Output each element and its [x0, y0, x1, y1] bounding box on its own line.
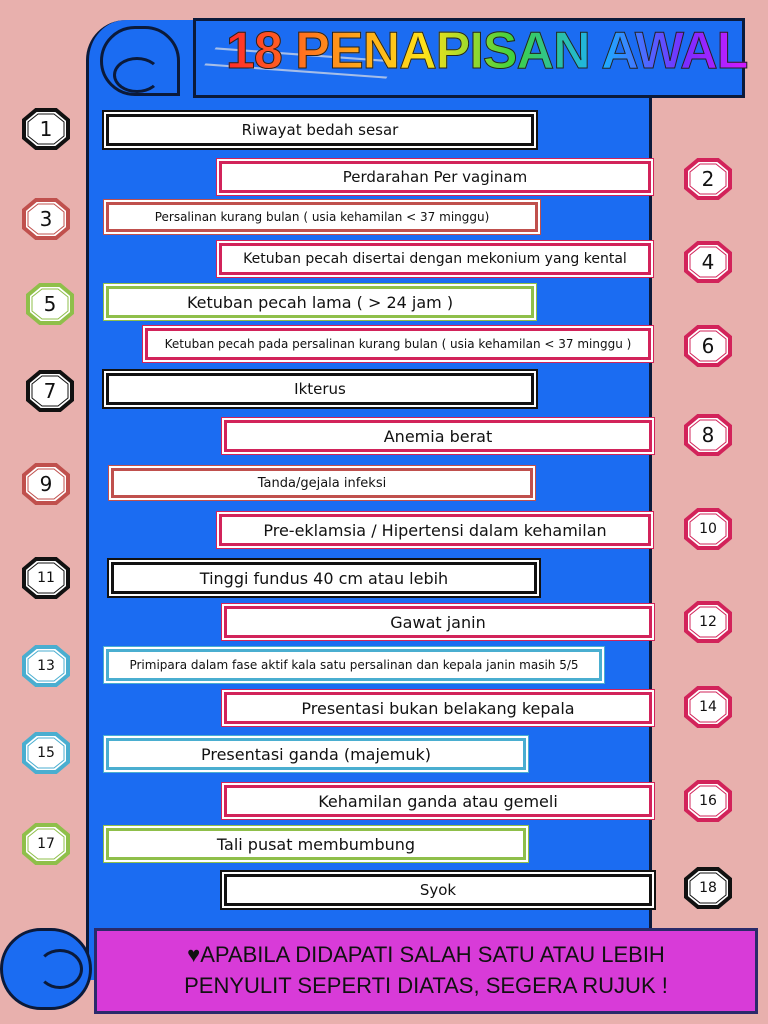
- number-badge-label: 4: [701, 250, 715, 274]
- number-badge-label: 9: [39, 472, 53, 496]
- screening-item-2: [219, 161, 651, 193]
- screening-item-label: Riwayat bedah sesar: [241, 121, 399, 139]
- screening-item-13: [106, 649, 602, 681]
- screening-item-label: Ketuban pecah disertai dengan mekonium yang kental: [243, 251, 627, 267]
- number-badge-3: [22, 198, 70, 240]
- number-badge-label: 3: [39, 207, 53, 231]
- screening-item-label: Tanda/gejala infeksi: [257, 475, 387, 491]
- screening-item-11: [111, 562, 537, 594]
- number-badge-11: [22, 557, 70, 599]
- screening-item-7: [106, 373, 534, 405]
- screening-item-label: Presentasi bukan belakang kepala: [301, 698, 575, 718]
- number-badge-label: 11: [37, 570, 55, 586]
- number-badge-4: [684, 241, 732, 283]
- screening-item-3: [106, 202, 538, 232]
- number-badge-6: [684, 325, 732, 367]
- number-badge-17: [22, 823, 70, 865]
- screening-item-9: [111, 468, 533, 498]
- number-badge-label: 1: [39, 117, 53, 141]
- screening-item-14: [224, 692, 652, 724]
- screening-item-label: Presentasi ganda (majemuk): [200, 744, 431, 764]
- number-badge-label: 15: [37, 745, 55, 761]
- number-badge-14: [684, 686, 732, 728]
- screening-item-1: [106, 114, 534, 146]
- footer-line-1: ♥APABILA DIDAPATI SALAH SATU ATAU LEBIH: [187, 942, 665, 968]
- screening-item-label: Tali pusat membumbung: [216, 834, 416, 854]
- screening-item-label: Ketuban pecah pada persalinan kurang bulan ( usia kehamilan < 37 minggu ): [164, 337, 632, 351]
- footer-line-2: PENYULIT SEPERTI DIATAS, SEGERA RUJUK !: [184, 973, 668, 998]
- number-badge-label: 5: [43, 292, 57, 316]
- number-badge-9: [22, 463, 70, 505]
- number-badge-label: 2: [701, 167, 715, 191]
- number-badge-13: [22, 645, 70, 687]
- screening-item-8: [224, 420, 652, 452]
- number-badge-label: 7: [43, 379, 57, 403]
- number-badge-label: 13: [37, 658, 55, 674]
- number-badge-label: 10: [699, 521, 717, 537]
- number-badge-5: [26, 283, 74, 325]
- scroll-curl-top: [100, 26, 180, 96]
- screening-item-label: Perdarahan Per vaginam: [342, 168, 528, 186]
- screening-item-label: Primipara dalam fase aktif kala satu persalinan dan kepala janin masih 5/5: [129, 658, 579, 672]
- number-badge-label: 18: [699, 880, 717, 896]
- number-badge-12: [684, 601, 732, 643]
- screening-item-18: [224, 874, 652, 906]
- screening-item-12: [224, 606, 652, 638]
- screening-item-label: Pre-eklamsia / Hipertensi dalam kehamilan: [263, 520, 607, 540]
- referral-notice: [94, 928, 758, 1014]
- scroll-curl-bottom: [0, 928, 92, 1010]
- screening-item-label: Anemia berat: [383, 426, 493, 446]
- heart-icon: ♥: [187, 942, 201, 968]
- page-title: 18 PENAPISAN AWAL: [226, 16, 747, 86]
- screening-item-5: [106, 286, 534, 318]
- number-badge-7: [26, 370, 74, 412]
- screening-item-label: Gawat janin: [390, 612, 486, 632]
- screening-item-17: [106, 828, 526, 860]
- number-badge-label: 12: [699, 614, 717, 630]
- screening-item-label: Syok: [419, 881, 457, 899]
- number-badge-15: [22, 732, 70, 774]
- screening-item-label: Ketuban pecah lama ( > 24 jam ): [186, 292, 454, 312]
- number-badge-label: 16: [699, 793, 717, 809]
- number-badge-8: [684, 414, 732, 456]
- screening-item-16: [224, 785, 652, 817]
- number-badge-label: 14: [699, 699, 717, 715]
- number-badge-18: [684, 867, 732, 909]
- number-badge-16: [684, 780, 732, 822]
- screening-item-label: Persalinan kurang bulan ( usia kehamilan < 37 minggu): [154, 210, 490, 224]
- number-badge-label: 17: [37, 836, 55, 852]
- screening-item-label: Ikterus: [294, 380, 346, 398]
- number-badge-1: [22, 108, 70, 150]
- number-badge-label: 8: [701, 423, 715, 447]
- screening-item-label: Tinggi fundus 40 cm atau lebih: [199, 568, 449, 588]
- screening-item-15: [106, 738, 526, 770]
- screening-item-6: [145, 328, 651, 360]
- number-badge-2: [684, 158, 732, 200]
- number-badge-10: [684, 508, 732, 550]
- screening-item-4: [219, 243, 651, 275]
- screening-item-label: Kehamilan ganda atau gemeli: [318, 791, 558, 811]
- number-badge-label: 6: [701, 334, 715, 358]
- screening-item-10: [219, 514, 651, 546]
